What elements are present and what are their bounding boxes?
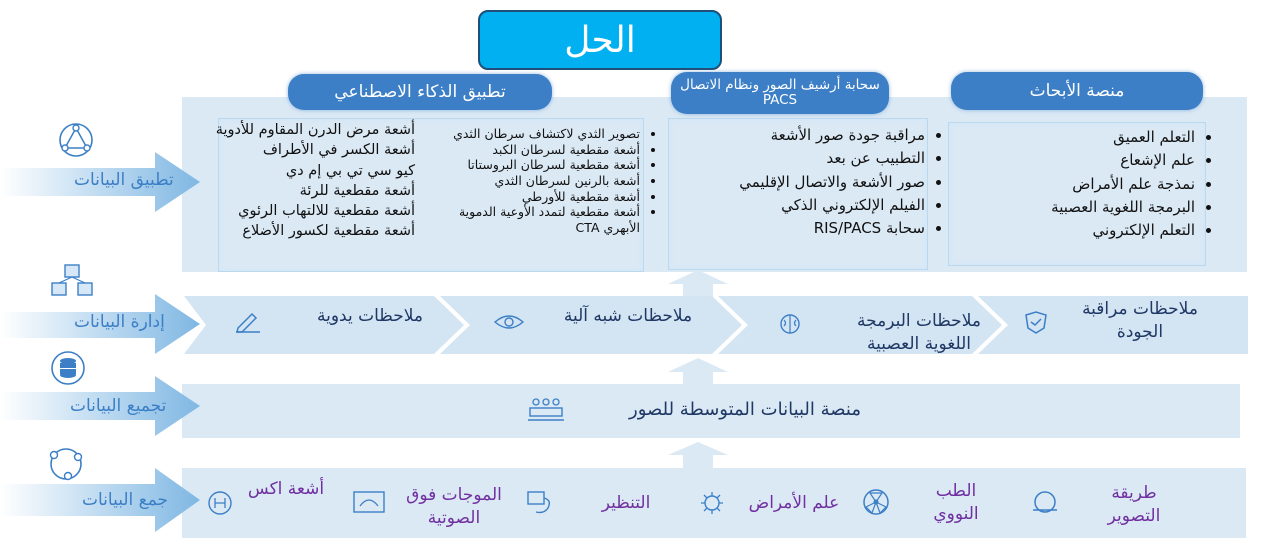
annotation-step-semi-auto: ملاحظات شبه آلية xyxy=(563,306,693,326)
ct-icon xyxy=(1030,490,1060,514)
database-icon xyxy=(46,350,90,386)
source-imaging-modality: طريقة التصوير xyxy=(1107,483,1161,526)
ai-list-plain xyxy=(195,120,415,242)
up-arrow-icon xyxy=(668,440,728,468)
source-endoscopy: التنظير xyxy=(601,493,651,513)
list-item: • نمذجة علم الأمراض xyxy=(985,173,1195,196)
source-xray: أشعة اكس xyxy=(247,479,325,499)
pacs-cloud-header-text: سحابة أرشيف الصور ونظام الاتصال PACS xyxy=(680,77,880,108)
eye-icon xyxy=(494,314,524,330)
list-item: • سحابة RIS/PACS xyxy=(700,217,925,240)
layer-label-application: تطبيق البيانات xyxy=(74,170,174,190)
up-arrow-icon xyxy=(668,266,728,300)
up-arrow-icon xyxy=(668,356,728,386)
pacs-list xyxy=(700,124,947,240)
list-item: • أشعة بالرنين لسرطان الثدي xyxy=(422,173,640,189)
source-nuclear-medicine: الطب النووي xyxy=(933,481,979,524)
virus-icon xyxy=(698,490,726,516)
source-ultrasound: الموجات فوق الصوتية xyxy=(406,485,502,528)
solution-title: الحل xyxy=(478,10,722,70)
brain-icon xyxy=(778,312,802,336)
list-item: • الفيلم الإلكتروني الذكي xyxy=(700,194,925,217)
endoscope-icon xyxy=(526,490,554,516)
research-platform-header xyxy=(951,72,1203,110)
list-item: • صور الأشعة والاتصال الإقليمي xyxy=(700,171,925,194)
network-triangle-icon xyxy=(56,122,96,158)
nodes-cycle-icon xyxy=(42,446,90,482)
research-platform-header-text: منصة الأبحاث xyxy=(1029,80,1125,101)
xray-icon xyxy=(206,490,234,516)
middle-platform-label: منصة البيانات المتوسطة للصور xyxy=(629,399,861,420)
layer-label-collection: جمع البيانات xyxy=(82,490,169,510)
list-item: • البرمجة اللغوية العصبية xyxy=(985,196,1195,219)
list-item: كيو سي تي بي إم دي xyxy=(285,162,415,179)
pencil-icon xyxy=(234,310,262,332)
ai-list-bulleted xyxy=(422,126,662,235)
pacs-cloud-header xyxy=(671,72,889,114)
list-item: أشعة مقطعية للالتهاب الرئوي xyxy=(238,203,415,220)
list-item: أشعة مرض الدرن المقاوم للأدوية xyxy=(215,122,415,138)
annotation-step-nlp: ملاحظات البرمجة اللغوية العصبية xyxy=(857,311,981,354)
annotation-step-qc: ملاحظات مراقبة الجودة xyxy=(1082,299,1198,342)
list-item: أشعة مقطعية للرئة xyxy=(299,182,415,199)
layer-arrows xyxy=(0,0,210,547)
layer-label-management: إدارة البيانات xyxy=(74,312,165,332)
cubes-icon xyxy=(48,263,96,299)
list-item: • التعلم الإلكتروني xyxy=(985,219,1195,242)
shield-check-icon xyxy=(1024,312,1048,334)
list-item: • التطبيب عن بعد xyxy=(700,147,925,170)
list-item: • التعلم العميق xyxy=(985,126,1195,149)
ai-application-header-text: تطبيق الذكاء الاصطناعي xyxy=(334,81,506,102)
layer-label-aggregation: تجميع البيانات xyxy=(70,396,167,416)
list-item: • علم الإشعاع xyxy=(985,149,1195,172)
annotation-step-manual: ملاحظات يدوية xyxy=(316,306,423,326)
list-item: • أشعة مقطعية لسرطان الكبد xyxy=(422,142,640,158)
source-pathology: علم الأمراض xyxy=(748,493,840,513)
radiation-icon xyxy=(862,488,890,516)
list-item: • مراقبة جودة صور الأشعة xyxy=(700,124,925,147)
ai-application-header xyxy=(288,74,552,110)
list-item: • أشعة مقطعية للأورطي xyxy=(422,189,640,205)
list-item: • أشعة مقطعية لسرطان البروستاتا xyxy=(422,157,640,173)
research-list xyxy=(985,126,1217,242)
list-item: أشعة الكسر في الأطراف xyxy=(262,142,415,159)
list-item: • أشعة مقطعية لتمدد الأوعية الدموية الأبهري CTA xyxy=(422,204,640,235)
list-item: • تصوير الثدي لاكتشاف سرطان الثدي xyxy=(422,126,640,142)
platform-icon xyxy=(526,396,566,422)
ultrasound-icon xyxy=(352,490,386,514)
list-item: أشعة مقطعية لكسور الأضلاع xyxy=(242,223,415,240)
